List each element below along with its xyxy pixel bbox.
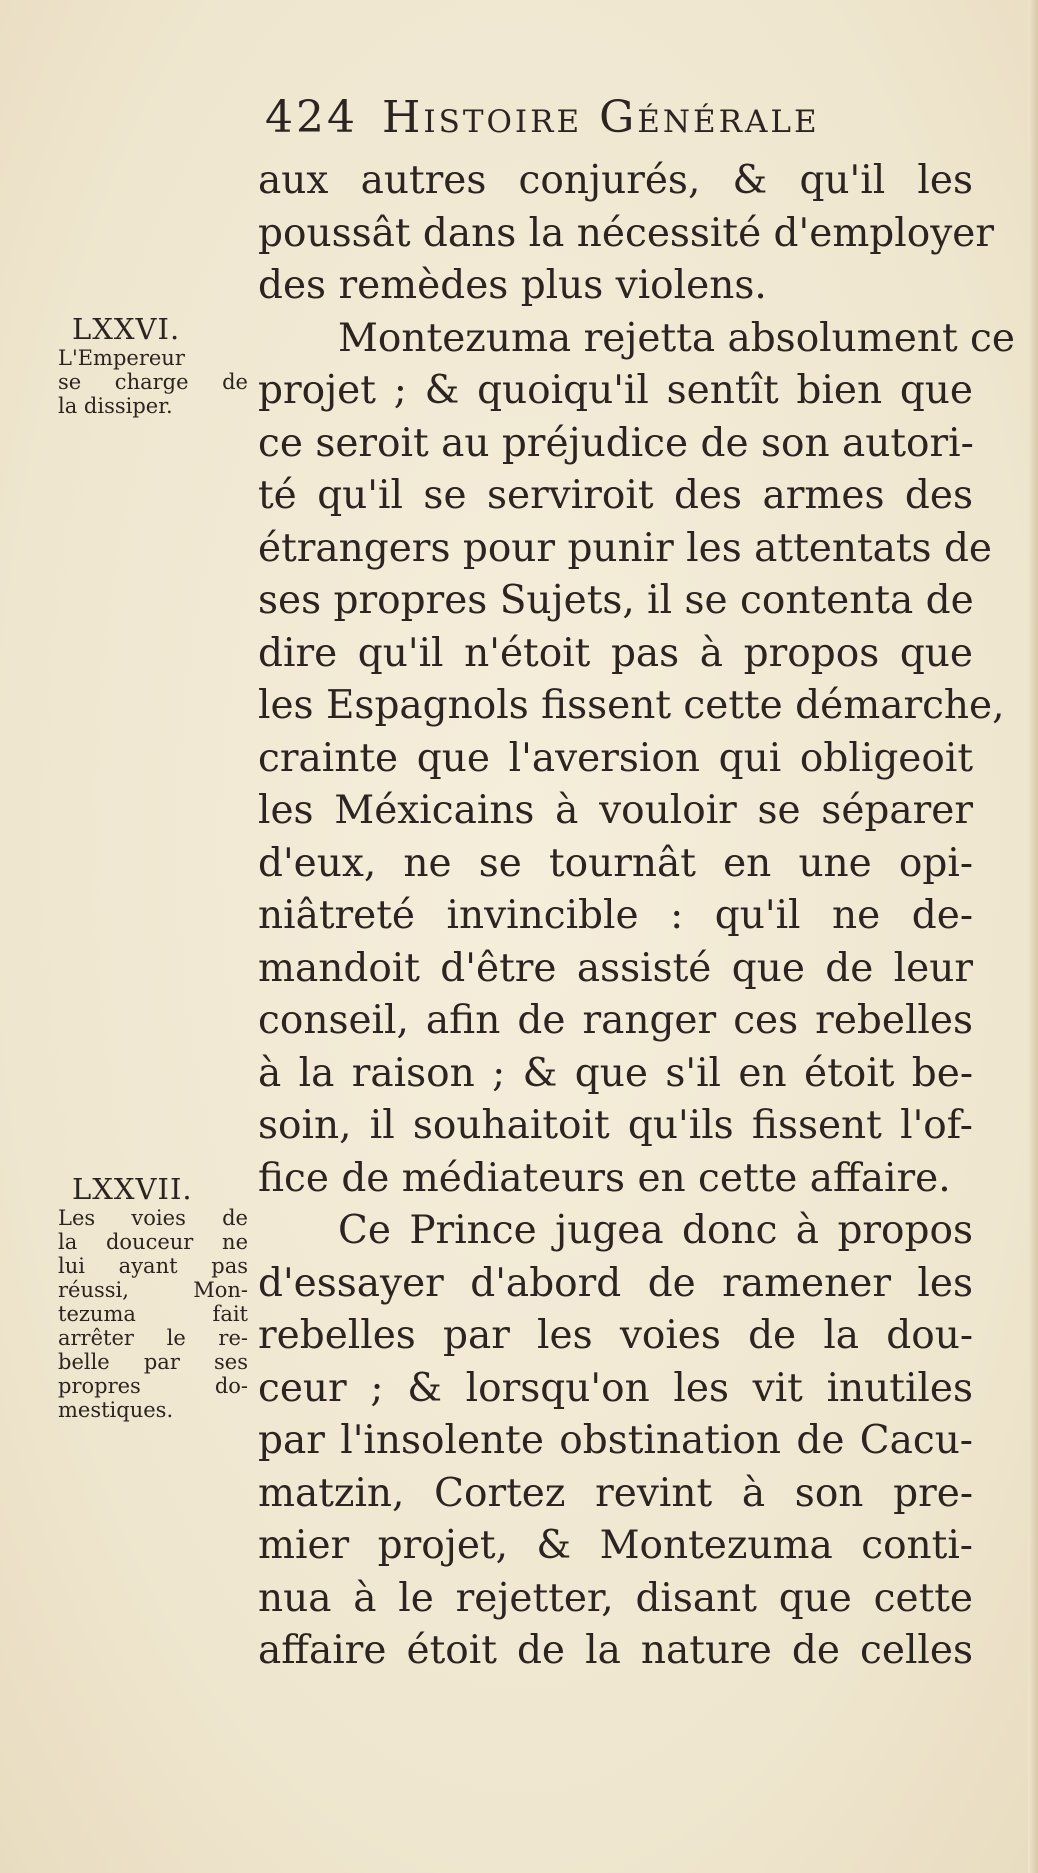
marginal-note-number: LXXVII. [72,1172,193,1206]
running-title: Histoire Générale [381,92,820,143]
text-line: mandoit d'être assisté que de leur [258,945,973,991]
text-line: mier projet, & Montezuma conti- [258,1523,973,1568]
text-line: nua à le rejetter, disant que cette [258,1575,973,1621]
marginal-note-lxxvii [58,1172,258,1422]
marginal-note-line: belle par ses [58,1350,248,1374]
text-line: crainte que l'aversion qui obligeoit [258,735,973,781]
marginal-note-line: propres do- [58,1374,248,1398]
marginal-note-line: arrêter le re- [58,1326,248,1350]
marginal-note-lxxvi [58,312,258,418]
text-line: matzin, Cortez revint à son pre- [258,1470,973,1516]
text-line: niâtreté invincible : qu'il ne de- [258,893,973,938]
marginal-note-line: mestiques. [58,1398,174,1422]
paragraph-start-line: Montezuma rejetta absolument ce [338,315,1015,361]
paragraph-start-line: Ce Prince jugea donc à propos [338,1208,973,1253]
text-line: ses propres Sujets, il se contenta de [258,578,974,623]
text-line: projet ; & quoiqu'il sentît bien que [258,368,973,413]
marginal-note-line: se charge de [58,370,248,394]
text-line: à la raison ; & que s'il en étoit be- [258,1050,973,1096]
marginal-note-line: réussi, Mon- [58,1278,248,1302]
marginal-note-line: L'Empereur [58,346,185,370]
marginal-note-line: Les voies de [58,1206,248,1230]
text-line: par l'insolente obstination de Cacu- [258,1418,973,1463]
text-line: les Méxicains à vouloir se séparer [258,788,973,833]
text-line: poussât dans la nécessité d'employer [258,210,994,256]
text-line: d'essayer d'abord de ramener les [258,1260,973,1306]
marginal-note-line: la dissiper. [58,394,173,418]
running-header [265,92,965,152]
text-line: affaire étoit de la nature de celles [258,1628,973,1673]
text-line: des remèdes plus violens. [258,263,767,308]
marginal-note-line: tezuma fait [58,1302,248,1326]
text-line: soin, il souhaitoit qu'ils fissent l'of- [258,1103,973,1148]
text-line: ce seroit au préjudice de son autori- [258,420,974,466]
text-line: té qu'il se serviroit des armes des [258,473,973,518]
text-line: fice de médiateurs en cette affaire. [258,1155,951,1201]
text-line: aux autres conjurés, & qu'il les [258,158,973,203]
marginal-note-line: la douceur ne [58,1230,248,1254]
text-line: étrangers pour punir les attentats de [258,525,992,571]
text-line: les Espagnols fissent cette démarche, [258,683,1005,728]
text-line: d'eux, ne se tournât en une opi- [258,840,973,886]
text-line: ceur ; & lorsqu'on les vit inutiles [258,1365,973,1411]
marginal-note-number: LXXVI. [72,312,181,346]
page-edge [1028,0,1038,1873]
marginal-note-line: lui ayant pas [58,1254,248,1278]
text-line: conseil, afin de ranger ces rebelles [258,998,973,1043]
text-line: rebelles par les voies de la dou- [258,1313,973,1358]
page-number: 424 [265,92,358,143]
main-text [258,155,1015,1678]
text-line: dire qu'il n'étoit pas à propos que [258,630,973,676]
